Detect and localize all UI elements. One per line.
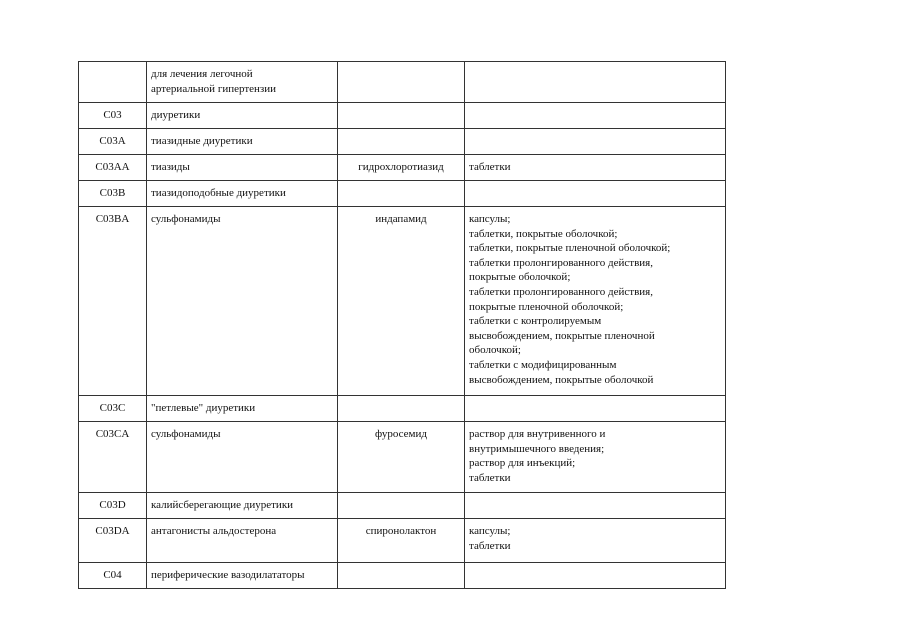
atc-code-cell: C03C [79,396,147,422]
drug-name-cell: фуросемид [338,422,465,493]
atc-code-cell [79,62,147,103]
atc-code-cell: C04 [79,563,147,589]
dosage-form-cell: таблетки [465,155,726,181]
table-row [79,493,726,519]
atc-code-cell: C03 [79,103,147,129]
drug-name-cell [338,62,465,103]
atc-code-cell: C03B [79,181,147,207]
group-name-cell: тиазидные диуретики [147,129,338,155]
atc-code-cell: C03D [79,493,147,519]
table-row [79,396,726,422]
drug-name-cell: спиронолактон [338,519,465,563]
atc-code-cell: C03CA [79,422,147,493]
atc-code-cell: C03A [79,129,147,155]
group-name-cell: сульфонамиды [147,422,338,493]
table-row [79,62,726,103]
dosage-form-cell [465,396,726,422]
atc-code-cell: C03DA [79,519,147,563]
group-name-cell: тиазидоподобные диуретики [147,181,338,207]
drug-name-cell [338,563,465,589]
dosage-form-cell [465,103,726,129]
table-row [79,129,726,155]
dosage-form-cell [465,129,726,155]
table-row [79,181,726,207]
table-row [79,422,726,493]
dosage-form-cell: раствор для внутривенного и внутримышечного введения; раствор для инъекций; таблетки [465,422,726,493]
table-row [79,103,726,129]
group-name-cell: калийсберегающие диуретики [147,493,338,519]
group-name-cell: для лечения легочной артериальной гипертензии [147,62,338,103]
dosage-form-cell: капсулы; таблетки, покрытые оболочкой; таблетки, покрытые пленочной оболочкой; таблетки пролонгированного действия, покрытые оболочкой; таблетки пролонгированного действия, покрытые пленочной оболочкой; таблетки с контролируемым высвобождением, покрытые пленочной оболочкой; таблетки с модифицированным высвобождением, покрытые оболочкой [465,207,726,396]
atc-code-cell: C03BA [79,207,147,396]
group-name-cell: тиазиды [147,155,338,181]
dosage-form-cell [465,181,726,207]
table-row [79,207,726,396]
atc-code-cell: C03AA [79,155,147,181]
drug-name-cell: индапамид [338,207,465,396]
drug-name-cell [338,396,465,422]
drug-name-cell [338,493,465,519]
group-name-cell: периферические вазодилататоры [147,563,338,589]
dosage-form-cell: капсулы; таблетки [465,519,726,563]
drug-name-cell: гидрохлоротиазид [338,155,465,181]
dosage-form-cell [465,493,726,519]
table-row [79,563,726,589]
drug-classification-table [78,61,726,589]
dosage-form-cell [465,62,726,103]
group-name-cell: антагонисты альдостерона [147,519,338,563]
drug-name-cell [338,181,465,207]
dosage-form-cell [465,563,726,589]
group-name-cell: "петлевые" диуретики [147,396,338,422]
table-row [79,519,726,563]
table-row [79,155,726,181]
drug-name-cell [338,103,465,129]
group-name-cell: диуретики [147,103,338,129]
drug-name-cell [338,129,465,155]
group-name-cell: сульфонамиды [147,207,338,396]
